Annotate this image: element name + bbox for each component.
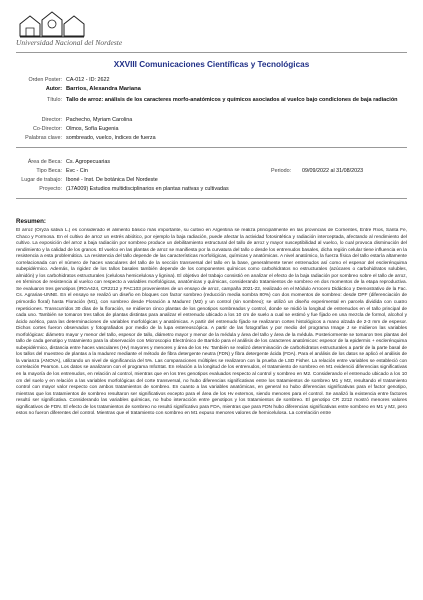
proyecto-row bbox=[16, 186, 407, 193]
tipo-row bbox=[16, 168, 407, 175]
area-value: Cs. Agropecuarias bbox=[66, 159, 111, 165]
area-row bbox=[16, 159, 407, 166]
codirector-row bbox=[16, 126, 407, 133]
codirector-value: Olmos, Sofía Eugenia bbox=[66, 126, 119, 132]
university-crest-icon bbox=[16, 6, 86, 40]
codirector-label: Co-Director: bbox=[32, 126, 62, 132]
resumen-divider bbox=[16, 198, 407, 199]
lugar-label: Lugar de trabajo: bbox=[21, 177, 62, 183]
orden-value: CA-012 - ID: 2622 bbox=[66, 77, 110, 83]
event-title: XXVIII Comunicaciones Científicas y Tecnológicas bbox=[113, 60, 310, 69]
orden-row bbox=[16, 77, 407, 84]
proyecto-value: (17A009) Estudios multidisciplinarios en plantas nativas y cultivadas bbox=[66, 186, 229, 192]
tipo-value: Evc - Cin bbox=[66, 168, 88, 174]
tipo-label: Tipo Beca: bbox=[36, 168, 62, 174]
palabras-row bbox=[16, 135, 407, 142]
proyecto-label: Proyecto: bbox=[39, 186, 62, 192]
periodo-value: 09/09/2022 al 31/08/2023 bbox=[302, 168, 364, 174]
header-divider bbox=[16, 52, 407, 53]
titulo-row bbox=[16, 97, 407, 113]
palabras-value: sombreado, vuelco, índices de fuerza bbox=[66, 135, 156, 141]
university-name: Universidad Nacional del Nordeste bbox=[16, 38, 123, 47]
director-label: Director: bbox=[41, 117, 62, 123]
lugar-value: Iboné - Inst. De botánica Del Nordeste bbox=[66, 177, 158, 183]
area-label: Área de Beca: bbox=[27, 159, 62, 165]
palabras-label: Palabras clave: bbox=[25, 135, 62, 141]
autor-value: Barrios, Alexandra Mariana bbox=[66, 86, 141, 92]
lugar-row bbox=[16, 177, 407, 184]
titulo-value: Tallo de arroz: análisis de los caracteres morfo-anatómicos y químicos asociados al vuelco bajo condiciones de baja radiación bbox=[66, 97, 398, 103]
autor-label: Autor: bbox=[45, 86, 62, 92]
orden-label: Orden Poster: bbox=[28, 77, 62, 83]
titulo-label: Título: bbox=[47, 97, 62, 103]
metadata-block bbox=[16, 77, 407, 217]
metadata-divider bbox=[16, 147, 407, 148]
resumen-heading: Resumen: bbox=[16, 218, 46, 225]
autor-row bbox=[16, 86, 407, 94]
periodo-label: Periodo: bbox=[271, 168, 292, 174]
resumen-body: El arroz (Oryza sativa L.) es considerado el alimento básico más importante, su cultivo en Argentina se realiza principalmente en las provincias de Corrientes, Entre Ríos, Santa Fe, Chaco y Formosa. En el cultivo de arroz un estrés abiótico, por ejemplo la baja radiación, puede afectar la actividad fotosintética y radiación interceptada, afectando al rendimiento del cultivo. La exposición del arroz a baja radiación por sombreo produce un debilitamiento estructural del tallo de arroz y mayor susceptibilidad al vuelco, lo cual provoca disminución del rendimiento y la calidad de los granos. El vuelco en las plantas de arroz se manifiesta por la curvatura del tallo o desde los entrenudos basales, dicha región celular tiene influencia en la resistencia a esta problemática. La resistencia del tallo depende de las características morfológicas, químicas y anatómicas. A nivel anatómico, la fuerza física del tallo estaría altamente correlacionada con el número de haces vasculares del tallo de la sección transversal del tallo en la base, generalmente tener entrenudos así como el espesor del esclerénquima subepidérmico. Además, la rigidez de los tallos basales también depende de los componentes químicos como carbohidratos no estructurales (azúcares o carbohidratos solubles, almidón) y los carbohidratos estructurales (celulosa hemicelulosa y lignina). El objetivo del trabajo consistió en analizar el efecto de la baja radiación por sombreo sobre el tallo de arroz, en términos de resistencia al vuelco con respecto a variables morfológicas, anatómicas y químicas, considerando tratamientos de sombreo en dos momentos de la etapa reproductiva. Se evaluaron tres genotipos (IRGA424, CR2212 y PAC103 provenientes de un ensayo de arroz, campaña 2021-22, realizado en el Módulo Arrocero Didáctico y Demostrativo de la Fac. Cs. Agrarias-UNNE. En el ensayo se realizó un diseño en bloques con factor sombreo (reducción media sombra 80%) con dos momentos de sombreo: desde DPF (diferenciación de primordio floral) hasta Floración (M1), con sombreo desde Floración a Madurez (M2) y un control (sin sombreo); se utilizó un diseño experimental en parcela dividida con cuatro repeticiones. Transcurridos 30 días de la floración, se midieron cinco plantas de los genotipos sombreados y control, donde se midió la longitud de entrenudos en el tallo principal de cada uno. También se tomaron tres tallos de plantas distintas para analizar el entrenudo ubicado a los 10 cm de suelo a cual se estimó y fue fijado en una mezcla de formol, alcohol y ácido acético, para las determinaciones de variables morfológicas y anatómicas. A partir del entrenudo fijado se realizaron cortes histológicos a mano alzada de 2-3 mm de espesor. Dichos cortes fueron observados y fotografiados por medio de la lupa estereoscópica. A partir de las fotografías y por medio del programa Image J se midieron las variables morfológicas: diámetro mayor y menor del tallo, espesor de tallo, diámetro mayor y menor de la médula y área del tallo y área de la médula. Posteriormente se tomaron tres plantas del tallo de cada genotipo y tratamiento para la observación con Microscopio Electrónico de Barrido para el análisis de los caracteres anatómicos: espesor de la epidermis + esclerénquima subepidérmico, distancia entre haces vasculares (Hv) mayores y menores y área de los Hv. También se realizó determinación de carbohidratos estructurales a partir de la parte basal de los tallos del muestreo de plantas a la madurez mediante el método de fibra detergente neutra (FDN) y fibra detergente ácida (FDA). Para el análisis de los datos se aplicó el análisis de la varianza (ANOVA), utilizando un nivel de significancia del 5%. Las comparaciones múltiples se realizaron con la prueba de LSD Fisher. La relación entre variables se estableció con correlación Pearson. Los datos se analizaron con el programa InfoStat. En relación a la longitud de los entrenudos, el tratamiento de sombreo en M1 evidenció diferencias significativas en la mayoría de los entrenudos, en relación al control, mientras que en los tres genotipos evaluados respecto al control y sombreo en M2. Considerando el entrenudo ubicado a los 10 cm del suelo y en relación a las variables morfológicas del corte transversal, no hubo diferencias significativas entre los tratamientos de sombreo M1 y M2, resultando el tratamiento control con mayor valor respecto con ambos tratamientos de sombreo. En cuanto a las variables anatómicas, en general no hubo diferencias significativas para el factor genotipo, mientras que los tratamientos de sombreo resultaron ser significativos excepto para el área de los Hv externos, siendo menores para el control. Se analizó la existencia entre factores resultó ser significativa. Considerando las variables químicas, no hubo interacción entre genotipos y los tratamientos de sombreo. El genotipo CR 2212 mostró menores valores significativos de FDN. El efecto de los tratamientos de sombreo no resultó significativo para FDA, mientras que para FDN hubo diferencias significativas entre sombreo en M1 y M2, pero estos no fueron diferentes del control. Mientras que el tratamiento con sombreo en M1 expuso menores valores de hemicelulosa. La correlación entre bbox=[16, 228, 407, 417]
director-row bbox=[16, 117, 407, 124]
director-value: Pachecho, Myriam Carolina bbox=[66, 117, 133, 123]
